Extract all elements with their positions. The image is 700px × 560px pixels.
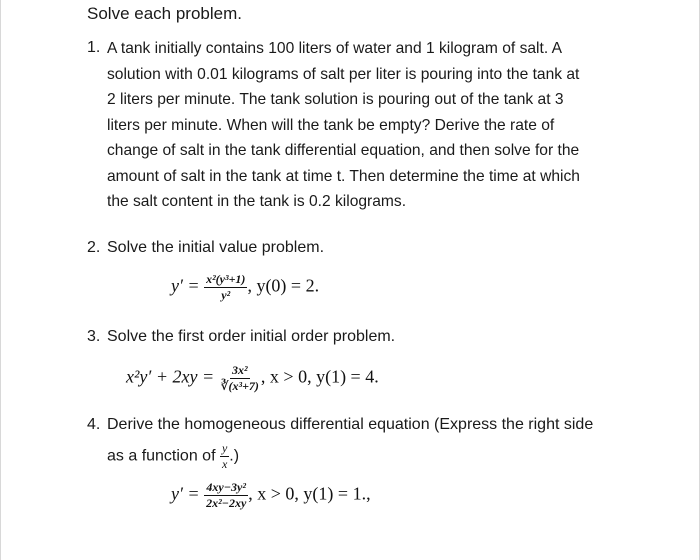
problem-2-equation (171, 273, 319, 302)
text-suffix: .) (229, 447, 240, 465)
equation-condition: , y(0) = 2. (247, 275, 320, 296)
equation-condition: , x > 0, y(1) = 4. (260, 366, 379, 387)
problem-1-text (107, 36, 667, 215)
text-prefix: as a function of (107, 447, 216, 465)
equation-fraction (204, 481, 248, 510)
equation-lhs: y′ = (171, 483, 200, 504)
problem-3-number: 3. (87, 328, 101, 345)
problem-1-line: amount of salt in the tank at time t. Then determine the time at which (107, 167, 580, 185)
equation-condition: , x > 0, y(1) = 1., (248, 483, 371, 504)
equation-lhs: x²y′ + 2xy = (126, 366, 215, 387)
problem-4-text-line-2 (107, 442, 239, 471)
problem-4-text-line-1: Derive the homogeneous differential equation (Express the right side (107, 416, 594, 433)
problem-1-line: A tank initially contains 100 liters of water and 1 kilogram of salt. A (107, 40, 563, 57)
problem-4-number: 4. (87, 416, 101, 433)
fraction-denominator: ∛(x³+7) (220, 379, 259, 393)
fraction-denominator: y² (221, 288, 231, 302)
worksheet-heading: Solve each problem. (87, 4, 242, 23)
problem-3-equation (126, 364, 379, 393)
problem-1-line: change of salt in the tank differential equation, and then solve for the (107, 142, 580, 159)
fraction-denominator: 2x²−2xy (206, 496, 247, 510)
equation-fraction (204, 273, 247, 302)
problem-1-line: solution with 0.01 kilograms of salt per liter is pouring into the tank at (107, 65, 580, 83)
problem-3-text: Solve the first order initial order problem. (107, 328, 396, 345)
equation-fraction (219, 364, 261, 393)
problem-1-line: 2 liters per minute. The tank solution is pouring out of the tank at 3 (107, 91, 564, 108)
problem-1-line: liters per minute. When will the tank be empty? Derive the rate of (107, 116, 555, 134)
fraction-numerator: x²(y³+1) (206, 272, 246, 286)
y-over-x-fraction (220, 442, 229, 471)
problem-1-line: the salt content in the tank is 0.2 kilograms. (107, 193, 407, 210)
problem-2-text: Solve the initial value problem. (107, 239, 325, 256)
fraction-numerator: 3x² (231, 363, 248, 377)
problem-2-number: 2. (87, 239, 101, 256)
problem-4-equation (171, 481, 371, 510)
fraction-numerator: y (221, 441, 228, 455)
problem-1-number: 1. (87, 39, 101, 56)
equation-lhs: y′ = (171, 275, 200, 296)
fraction-numerator: 4xy−3y² (206, 480, 246, 494)
fraction-denominator: x (221, 457, 228, 471)
